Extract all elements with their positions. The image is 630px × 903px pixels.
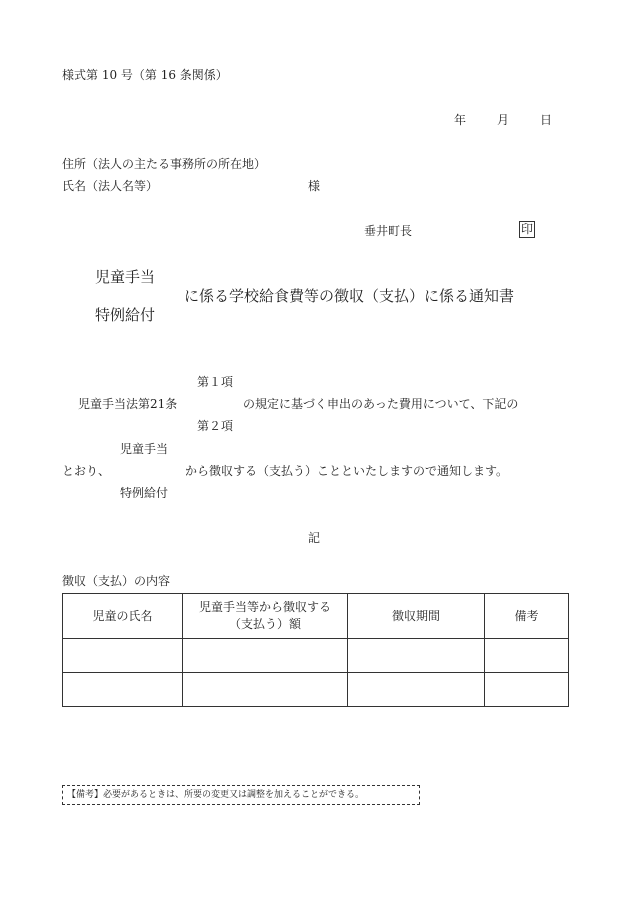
title-option-1: 児童手当 [95,268,156,286]
paragraph-option-2: 第２項 [197,419,234,433]
date-year: 年 [454,113,467,127]
table-row [63,673,569,707]
table-cell[interactable] [63,673,183,707]
header-amount: 児童手当等から徴収する（支払う）額 [183,594,348,639]
remarks-note: 【備考】必要があるときは、所要の変更又は調整を加えることができる。 [62,785,420,805]
benefit-option-1: 児童手当 [120,442,169,456]
document-title: に係る学校給食費等の徴収（支払）に係る通知書 [184,287,515,305]
table-cell[interactable] [348,673,485,707]
law-reference: 児童手当法第21条 [78,397,178,411]
name-label: 氏名（法人名等） [62,179,159,193]
header-period: 徴収期間 [348,594,485,639]
sentence-text: から徴収する（支払う）ことといたしますので通知します。 [185,464,509,478]
table-cell[interactable] [183,639,348,673]
paragraph-option-1: 第１項 [197,375,234,389]
ki-heading: 記 [308,531,321,545]
header-child-name: 児童の氏名 [63,594,183,639]
table-cell[interactable] [183,673,348,707]
sender-name: 垂井町長 [364,224,413,238]
form-number: 様式第 10 号（第 16 条関係） [62,68,228,82]
table-cell[interactable] [63,639,183,673]
section-label: 徴収（支払）の内容 [62,574,171,588]
table-cell[interactable] [485,673,569,707]
seal-stamp: 印 [521,222,534,236]
honorific: 様 [308,179,321,193]
table-cell[interactable] [348,639,485,673]
table-header-row [63,594,569,639]
collection-table [62,593,569,707]
date-month: 月 [497,113,510,127]
table-row [63,639,569,673]
conjunction-text: とおり、 [62,464,111,478]
address-label: 住所（法人の主たる事務所の所在地） [62,157,267,171]
date-day: 日 [540,113,553,127]
header-remarks: 備考 [485,594,569,639]
clause-text: の規定に基づく申出のあった費用について、下記の [243,397,519,411]
title-option-2: 特例給付 [95,306,156,324]
benefit-option-2: 特例給付 [120,486,169,500]
table-cell[interactable] [485,639,569,673]
